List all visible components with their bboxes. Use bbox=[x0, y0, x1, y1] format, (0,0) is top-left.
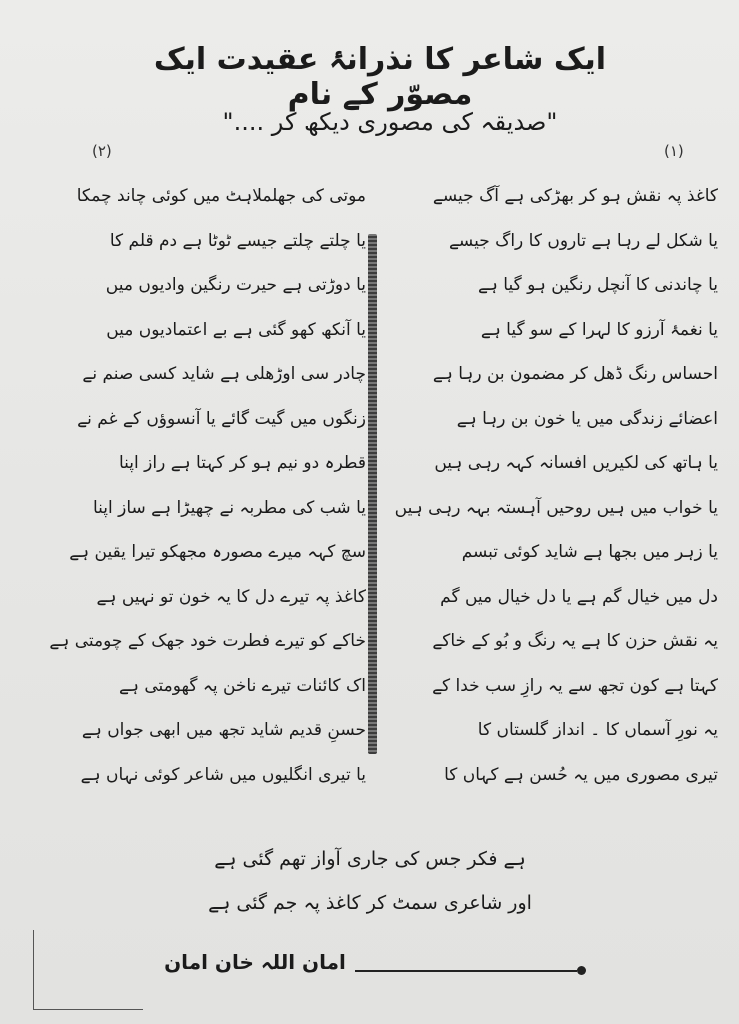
verse-line: یا شب کی مطربہ نے چھیڑا ہے ساز اپنا bbox=[92, 497, 366, 518]
corner-mark-vertical bbox=[33, 930, 34, 1010]
verse-line: یا زہر میں بجھا ہے شاید کوئی تبسم bbox=[461, 542, 718, 562]
verse-line: یا نغمۂ آرزو کا لہرا کے سو گیا ہے bbox=[480, 319, 718, 340]
verse-line: یہ نورِ آسماں کا ۔ انداز گلستاں کا bbox=[477, 720, 718, 740]
verse-line: یہ نقش حزن کا ہے یہ رنگ و بُو کے خاکے bbox=[432, 631, 718, 651]
verse-line: تیری مصوری میں یہ حُسن ہے کہاں کا bbox=[444, 764, 718, 785]
right-verse-column bbox=[382, 174, 718, 797]
closing-couplet-line-2: اور شاعری سمٹ کر کاغذ پہ جم گئی ہے bbox=[208, 892, 532, 914]
author-signature: امان اللہ خان امان bbox=[164, 950, 346, 974]
verse-line: سچ کہہ میرے مصورہ مجھکو تیرا یقین ہے bbox=[69, 542, 366, 562]
left-verse-column bbox=[40, 174, 366, 797]
verse-line: یا تیری انگلیوں میں شاعر کوئی نہاں ہے bbox=[80, 764, 366, 785]
closing-couplet-line-1: ہے فکر جس کی جاری آواز تھم گئی ہے bbox=[214, 848, 526, 870]
verse-line: یا ہاتھ کی لکیریں افسانہ کہہ رہی ہیں bbox=[434, 453, 718, 473]
right-column-number: (۱) bbox=[664, 142, 684, 160]
signature-dot bbox=[577, 966, 586, 975]
corner-mark-horizontal bbox=[33, 1009, 143, 1010]
verse-line: قطرہ دو نیم ہو کر کہتا ہے راز اپنا bbox=[118, 453, 366, 473]
verse-line: کاغذ پہ تیرے دل کا یہ خون تو نہیں ہے bbox=[96, 586, 366, 607]
verse-line: موتی کی جھلملاہٹ میں کوئی چاند چمکا bbox=[76, 186, 366, 206]
verse-line: یا آنکھ کھو گئی ہے بے اعتمادیوں میں bbox=[106, 319, 366, 340]
verse-line: خاکے کو تیرے فطرت خود جھک کے چومتی ہے bbox=[49, 631, 366, 651]
page-title: ایک شاعر کا نذرانۂ عقیدت ایک مصوّر کے نام bbox=[153, 42, 607, 112]
left-column-number: (۲) bbox=[92, 142, 112, 160]
verse-line: دل میں خیال گم ہے یا دل خیال میں گم bbox=[440, 586, 718, 607]
verse-line: یا خواب میں ہیں روحیں آہستہ بہہ رہی ہیں bbox=[394, 497, 718, 518]
verse-line: زنگوں میں گیت گائے یا آنسوؤں کے غم نے bbox=[77, 408, 366, 429]
verse-line: اعضائے زندگی میں یا خون بن رہا ہے bbox=[456, 408, 718, 429]
verse-line: یا چلتے چلتے جیسے ٹوٹا ہے دم قلم کا bbox=[109, 230, 366, 251]
column-divider bbox=[368, 234, 377, 754]
verse-line: کہتا ہے کون تجھ سے یہ رازِ سب خدا کے bbox=[432, 675, 718, 696]
verse-line: احساس رنگ ڈھل کر مضمون بن رہا ہے bbox=[432, 364, 718, 384]
verse-line: چادر سی اوڑھلی ہے شاید کسی صنم نے bbox=[82, 364, 366, 384]
verse-line: حسنِ قدیم شاید تجھ میں ابھی جواں ہے bbox=[81, 720, 366, 740]
verse-line: یا چاندنی کا آنچل رنگین ہو گیا ہے bbox=[477, 275, 718, 295]
verse-line: یا شکل لے رہا ہے تاروں کا راگ جیسے bbox=[448, 230, 718, 251]
signature-rule bbox=[355, 970, 577, 972]
page-subtitle: "صدیقہ کی مصوری دیکھ کر ...." bbox=[222, 108, 558, 136]
verse-line: کاغذ پہ نقش ہو کر بھڑکی ہے آگ جیسے bbox=[432, 186, 718, 206]
verse-line: یا دوڑتی ہے حیرت رنگین وادیوں میں bbox=[105, 275, 366, 295]
verse-line: اک کائنات تیرے ناخن پہ گھومتی ہے bbox=[119, 675, 366, 696]
